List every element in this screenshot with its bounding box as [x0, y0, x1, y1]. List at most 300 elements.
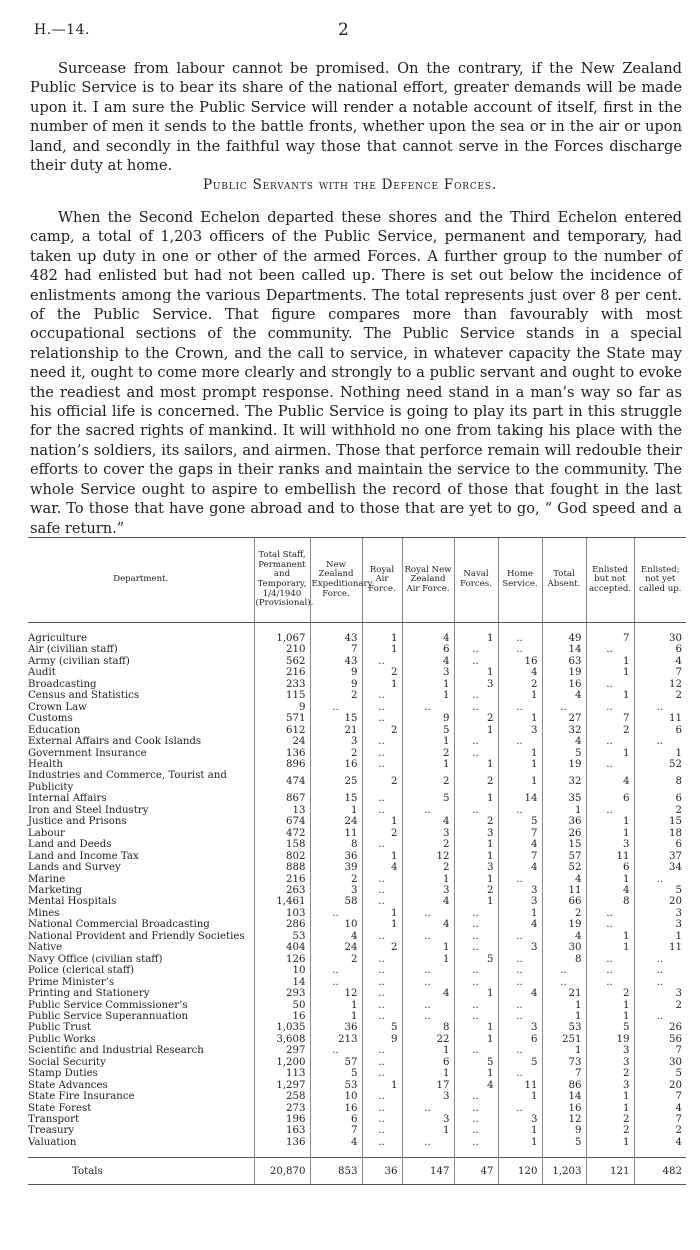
table-cell: 1	[402, 942, 454, 953]
table-cell: 196	[254, 1114, 310, 1125]
table-cell: ..	[498, 1011, 542, 1022]
column-header: Royal Air Force.	[362, 538, 402, 623]
table-cell: 896	[254, 759, 310, 770]
table-cell: 2	[586, 1125, 634, 1136]
table-cell: ..	[454, 1045, 498, 1056]
department-name: Navy Office (civilian staff)	[28, 953, 163, 965]
column-header: Naval Forces.	[454, 538, 498, 623]
table-cell: 4	[498, 667, 542, 678]
table-cell: 22	[402, 1034, 454, 1045]
document-reference: H.—14.	[34, 22, 90, 38]
table-cell: 12	[402, 851, 454, 862]
table-cell: 1	[402, 1125, 454, 1136]
table-cell: 115	[254, 690, 310, 701]
table-cell: 20	[634, 1080, 686, 1091]
table-cell: ..	[362, 713, 402, 724]
table-cell: 2	[454, 816, 498, 827]
table-cell: 2	[362, 725, 402, 736]
table-cell: 9	[310, 679, 362, 690]
department-name: Industries and Commerce, Tourist and Publicity	[28, 770, 227, 793]
table-cell: ..	[402, 965, 454, 976]
table-cell: ..	[402, 908, 454, 919]
table-row	[28, 690, 686, 701]
department-name: Police (clerical staff)	[28, 965, 135, 977]
department-name: Public Trust	[28, 1022, 91, 1034]
table-cell: 2	[402, 748, 454, 759]
table-cell: 11	[310, 828, 362, 839]
table-cell: 2	[310, 954, 362, 965]
table-cell: 251	[542, 1034, 586, 1045]
table-cell: 3	[498, 1022, 542, 1033]
table-cell: ..	[586, 644, 634, 655]
table-cell: 11	[634, 713, 686, 724]
table-cell: 2	[454, 770, 498, 793]
table-cell: ..	[454, 977, 498, 988]
table-cell: 1	[498, 690, 542, 701]
table-cell: 1,461	[254, 896, 310, 907]
totals-cell: 482	[634, 1158, 686, 1185]
table-cell: ..	[634, 702, 686, 713]
page-header	[0, 22, 700, 42]
table-row	[28, 931, 686, 942]
table-cell: 36	[542, 816, 586, 827]
table-row	[28, 942, 686, 953]
table-cell: 1	[454, 1034, 498, 1045]
table-cell: 216	[254, 667, 310, 678]
table-cell: 14	[498, 793, 542, 804]
table-cell: 1	[586, 931, 634, 942]
intro-paragraph: Surcease from labour cannot be promised. On the contrary, if the New Zealand Public Service is to bear its share of the national effort, greater demands will be made upon it. I am sure the Public Service will render a notable account of itself, first in the number of men it sends to the battle fronts, whether upon the sea or in the air or upon land, and secondly in the faithful way those that cannot serve in the Forces discharge their duty at home.	[30, 60, 682, 175]
table-cell: 27	[542, 713, 586, 724]
table-header-row	[28, 538, 686, 623]
table-row	[28, 977, 686, 988]
table-cell: 9	[402, 713, 454, 724]
table-cell: 2	[362, 828, 402, 839]
table-cell: 9	[254, 702, 310, 713]
column-header: Home Service.	[498, 538, 542, 623]
table-cell: 273	[254, 1103, 310, 1114]
table-cell: 7	[310, 644, 362, 655]
table-cell: 73	[542, 1057, 586, 1068]
table-cell: ..	[498, 874, 542, 885]
table-cell: 15	[634, 816, 686, 827]
totals-cell: 120	[498, 1158, 542, 1185]
table-cell: ..	[454, 1091, 498, 1102]
table-cell: 213	[310, 1034, 362, 1045]
table-cell: 24	[254, 736, 310, 747]
department-name: Marketing	[28, 884, 83, 896]
table-row	[28, 851, 686, 862]
table-row	[28, 1091, 686, 1102]
table-row	[28, 805, 686, 816]
table-cell: 286	[254, 919, 310, 930]
table-cell: 7	[586, 633, 634, 644]
table-cell: 4	[402, 816, 454, 827]
table-cell: ..	[542, 965, 586, 976]
table-cell: 4	[362, 862, 402, 873]
table-cell: 5	[634, 1068, 686, 1079]
table-cell: 1	[454, 1068, 498, 1079]
department-name: Internal Affairs	[28, 793, 107, 805]
table-cell: ..	[362, 805, 402, 816]
table-cell: 2	[402, 862, 454, 873]
table-cell: 25	[310, 770, 362, 793]
table-cell: 63	[542, 656, 586, 667]
table-cell: 3	[498, 942, 542, 953]
table-cell: 3	[402, 667, 454, 678]
table-cell: ..	[402, 977, 454, 988]
table-row	[28, 1080, 686, 1091]
table-cell: 474	[254, 770, 310, 793]
table-row	[28, 919, 686, 930]
table-cell: 8	[634, 770, 686, 793]
table-cell: 4	[454, 1080, 498, 1091]
table-cell: 2	[310, 748, 362, 759]
table-cell: ..	[362, 988, 402, 999]
department-name: Army (civilian staff)	[28, 655, 130, 667]
table-cell: 1	[542, 1000, 586, 1011]
table-cell: ..	[586, 977, 634, 988]
table-cell: ..	[586, 965, 634, 976]
table-cell: ..	[498, 965, 542, 976]
table-cell: 57	[310, 1057, 362, 1068]
table-cell: 37	[634, 851, 686, 862]
table-cell: 2	[362, 667, 402, 678]
table-row	[28, 828, 686, 839]
table-cell: 7	[634, 1045, 686, 1056]
table-cell: 53	[542, 1022, 586, 1033]
department-name: Printing and Stationery	[28, 988, 150, 1000]
table-cell: 12	[310, 988, 362, 999]
table-cell: ..	[362, 954, 402, 965]
table-cell: 2	[310, 690, 362, 701]
table-cell: ..	[634, 977, 686, 988]
department-name: Valuation	[28, 1136, 77, 1148]
table-cell: 472	[254, 828, 310, 839]
table-cell: 1	[586, 1103, 634, 1114]
table-cell: 8	[542, 954, 586, 965]
table-cell: 612	[254, 725, 310, 736]
table-cell: ..	[586, 679, 634, 690]
table-cell: 5	[454, 1057, 498, 1068]
table-cell: 3	[310, 885, 362, 896]
table-cell: ..	[362, 874, 402, 885]
table-cell: 36	[310, 851, 362, 862]
table-cell: ..	[362, 1091, 402, 1102]
table-cell: 1	[362, 851, 402, 862]
table-cell: ..	[362, 1011, 402, 1022]
table-cell: 15	[310, 713, 362, 724]
table-cell: 43	[310, 656, 362, 667]
department-name: Government Insurance	[28, 747, 147, 759]
department-name: Iron and Steel Industry	[28, 804, 149, 816]
table-cell: ..	[362, 839, 402, 850]
table-cell: ..	[542, 977, 586, 988]
table-row	[28, 1125, 686, 1136]
table-cell: 1	[454, 896, 498, 907]
table-row	[28, 1011, 686, 1022]
table-row	[28, 1057, 686, 1068]
table-cell: 26	[634, 1022, 686, 1033]
table-row	[28, 656, 686, 667]
table-cell: 4	[542, 931, 586, 942]
department-name: Social Security	[28, 1056, 106, 1068]
table-cell: ..	[362, 736, 402, 747]
table-cell: 1	[362, 644, 402, 655]
table-cell: 4	[542, 690, 586, 701]
table-row	[28, 725, 686, 736]
table-cell: ..	[402, 805, 454, 816]
column-header: New Zealand Expeditionary Force.	[310, 538, 362, 623]
table-cell: ..	[454, 1000, 498, 1011]
department-name: Mines	[28, 907, 60, 919]
table-cell: 1	[402, 679, 454, 690]
table-cell: 6	[498, 1034, 542, 1045]
table-cell: ..	[634, 954, 686, 965]
department-name: National Provident and Friendly Societies	[28, 930, 245, 942]
table-cell: 11	[634, 942, 686, 953]
table-cell: ..	[402, 1000, 454, 1011]
table-row	[28, 1045, 686, 1056]
table-cell: ..	[454, 931, 498, 942]
table-cell: 16	[310, 1103, 362, 1114]
table-row	[28, 1137, 686, 1148]
table-cell: ..	[586, 919, 634, 930]
table-row	[28, 885, 686, 896]
column-header: Enlisted but not accepted.	[586, 538, 634, 623]
table-cell: 3	[498, 725, 542, 736]
table-cell: 3	[498, 885, 542, 896]
table-cell: 1	[402, 954, 454, 965]
table-cell: 49	[542, 633, 586, 644]
table-cell: 1	[586, 816, 634, 827]
table-cell: 867	[254, 793, 310, 804]
table-cell: 2	[634, 1000, 686, 1011]
table-cell: 12	[542, 1114, 586, 1125]
table-cell: ..	[586, 908, 634, 919]
table-cell: ..	[454, 1114, 498, 1125]
table-cell: ..	[402, 1137, 454, 1148]
table-row	[28, 633, 686, 644]
table-cell: 1	[586, 690, 634, 701]
table-cell: 1	[586, 828, 634, 839]
table-cell: 11	[586, 851, 634, 862]
table-cell: 1	[454, 759, 498, 770]
table-cell: 5	[310, 1068, 362, 1079]
table-cell: 1	[362, 679, 402, 690]
table-cell: 5	[634, 885, 686, 896]
table-cell: 5	[402, 725, 454, 736]
table-cell: ..	[586, 759, 634, 770]
table-cell: ..	[402, 702, 454, 713]
table-cell: 12	[634, 679, 686, 690]
table-cell: 58	[310, 896, 362, 907]
table-cell: ..	[498, 1045, 542, 1056]
table-cell: 6	[402, 1057, 454, 1068]
table-cell: 1	[362, 633, 402, 644]
table-cell: 2	[362, 942, 402, 953]
section-heading: Public Servants with the Defence Forces.	[203, 177, 497, 193]
body-paragraph: When the Second Echelon departed these shores and the Third Echelon entered camp, a total of 1,203 officers of the Public Service, permanent and temporary, had taken up duty in one or other of the armed Forces. A further group to the number of 482 had enlisted but had not been called up. There is set out below the incidence of enlistments among the various Departments. The total represents just over 8 per cent. of the Public Service. That figure compares more than favourably with most occupational sections of the community. The Public Service stands in a special relationship to the Crown, and the call to service, in whatever capacity the State may need it, ought to come more clearly and strongly to a public servant and ought to evoke the readiest and most prompt response. Nothing need stand in a man’s way so far as his official life is concerned. The Public Service is going to play its part in this struggle for the sacred rights of mankind. It will withhold no one from taking his place with the nation’s soldiers, its sailors, and airmen. Those that perforce remain will redouble their efforts to cover the gaps in their ranks and maintain the service to the community. The whole Service ought to aspire to embellish the record of those that fought in the last war. To those that have gone abroad and to those that are yet to go, “ God speed and a safe return.”	[30, 209, 682, 537]
table-cell: ..	[362, 702, 402, 713]
table-cell: 571	[254, 713, 310, 724]
column-header: Total Staff, Permanent and Temporary, 1/4/1940 (Provisional).	[254, 538, 310, 623]
table-cell: 16	[542, 1103, 586, 1114]
table-cell: 6	[586, 793, 634, 804]
table-cell: ..	[498, 1068, 542, 1079]
department-name: Education	[28, 724, 81, 736]
table-cell: ..	[362, 656, 402, 667]
table-row	[28, 896, 686, 907]
table-cell: 9	[542, 1125, 586, 1136]
table-cell: ..	[310, 702, 362, 713]
department-name: Native	[28, 942, 63, 954]
department-name: Mental Hospitals	[28, 896, 117, 908]
table-cell: 1	[402, 874, 454, 885]
table-cell: ..	[454, 942, 498, 953]
table-cell: 1	[498, 759, 542, 770]
department-name: Treasury	[28, 1125, 75, 1137]
table-cell: ..	[586, 736, 634, 747]
table-cell: 2	[498, 679, 542, 690]
table-cell: 5	[498, 1057, 542, 1068]
table-cell: 4	[402, 656, 454, 667]
table-cell: 4	[586, 770, 634, 793]
table-cell: 2	[634, 805, 686, 816]
department-name: Public Works	[28, 1033, 96, 1045]
totals-label: Totals	[28, 1158, 254, 1185]
table-cell: 3	[454, 679, 498, 690]
table-cell: 4	[402, 988, 454, 999]
table-cell: 674	[254, 816, 310, 827]
table-cell: 4	[542, 736, 586, 747]
table-cell: 1	[586, 1000, 634, 1011]
department-name: Health	[28, 758, 63, 770]
table-cell: 50	[254, 1000, 310, 1011]
table-cell: ..	[402, 1103, 454, 1114]
table-cell: 43	[310, 633, 362, 644]
table-cell: 888	[254, 862, 310, 873]
table-cell: ..	[498, 633, 542, 644]
table-cell: ..	[454, 656, 498, 667]
table-cell: 7	[310, 1125, 362, 1136]
table-row	[28, 748, 686, 759]
table-cell: 2	[634, 690, 686, 701]
table-cell: ..	[586, 805, 634, 816]
table-cell: ..	[310, 965, 362, 976]
table-cell: 5	[586, 1022, 634, 1033]
table-cell: 52	[634, 759, 686, 770]
table-cell: 15	[542, 839, 586, 850]
table-cell: 1	[454, 874, 498, 885]
table-cell: 4	[586, 885, 634, 896]
table-cell: ..	[454, 690, 498, 701]
table-cell: 2	[634, 1125, 686, 1136]
table-cell: 9	[362, 1034, 402, 1045]
table-cell: 1	[402, 1068, 454, 1079]
table-cell: 4	[542, 874, 586, 885]
department-name: Public Service Superannuation	[28, 1010, 189, 1022]
table-cell: 113	[254, 1068, 310, 1079]
table-cell: 1,297	[254, 1080, 310, 1091]
table-cell: 1	[498, 713, 542, 724]
table-row	[28, 862, 686, 873]
table-cell: 1	[586, 667, 634, 678]
table-cell: 1	[310, 1000, 362, 1011]
table-cell: 297	[254, 1045, 310, 1056]
table-cell: 14	[542, 644, 586, 655]
table-cell: 24	[310, 816, 362, 827]
table-cell: ..	[310, 1045, 362, 1056]
table-cell: 5	[542, 1137, 586, 1148]
department-name: Transport	[28, 1114, 80, 1126]
table-cell: 6	[634, 725, 686, 736]
table-cell: 5	[542, 748, 586, 759]
table-cell: 1	[634, 748, 686, 759]
table-row	[28, 793, 686, 804]
totals-cell: 47	[454, 1158, 498, 1185]
column-header: Department.	[28, 538, 254, 623]
table-row	[28, 770, 686, 793]
department-name: Justice and Prisons	[28, 816, 127, 828]
page-number: 2	[338, 20, 349, 40]
table-cell: 1	[498, 1137, 542, 1148]
table-cell: 34	[634, 862, 686, 873]
table-cell: 7	[634, 1114, 686, 1125]
table-cell: 1	[498, 748, 542, 759]
table-cell: 404	[254, 942, 310, 953]
totals-cell: 1,203	[542, 1158, 586, 1185]
table-cell: ..	[454, 1103, 498, 1114]
table-cell: 18	[634, 828, 686, 839]
table-row	[28, 1103, 686, 1114]
department-name: Crown Law	[28, 701, 87, 713]
table-cell: 56	[634, 1034, 686, 1045]
table-cell: 210	[254, 644, 310, 655]
table-cell: 1	[362, 816, 402, 827]
table-cell: 32	[542, 725, 586, 736]
table-cell: 1	[454, 988, 498, 999]
table-row	[28, 1000, 686, 1011]
table-row	[28, 816, 686, 827]
table-cell: 1	[498, 908, 542, 919]
table-cell: 6	[310, 1114, 362, 1125]
table-cell: 3	[498, 1114, 542, 1125]
table-cell: 293	[254, 988, 310, 999]
table-cell: 24	[310, 942, 362, 953]
table-cell: 21	[310, 725, 362, 736]
table-cell: ..	[362, 965, 402, 976]
table-cell: ..	[498, 1103, 542, 1114]
table-cell: 4	[634, 1137, 686, 1148]
totals-row	[28, 1158, 686, 1185]
table-cell: 4	[498, 862, 542, 873]
table-cell: ..	[586, 954, 634, 965]
table-cell: 1,067	[254, 633, 310, 644]
table-cell: ..	[498, 736, 542, 747]
table-cell: 4	[498, 919, 542, 930]
table-cell: 1	[454, 725, 498, 736]
table-cell: ..	[454, 908, 498, 919]
table-cell: 126	[254, 954, 310, 965]
department-name: Labour	[28, 827, 65, 839]
table-cell: 158	[254, 839, 310, 850]
table-cell: 5	[454, 954, 498, 965]
table-cell: 216	[254, 874, 310, 885]
table-cell: 3	[402, 828, 454, 839]
table-cell: ..	[362, 931, 402, 942]
table-cell: 30	[634, 633, 686, 644]
